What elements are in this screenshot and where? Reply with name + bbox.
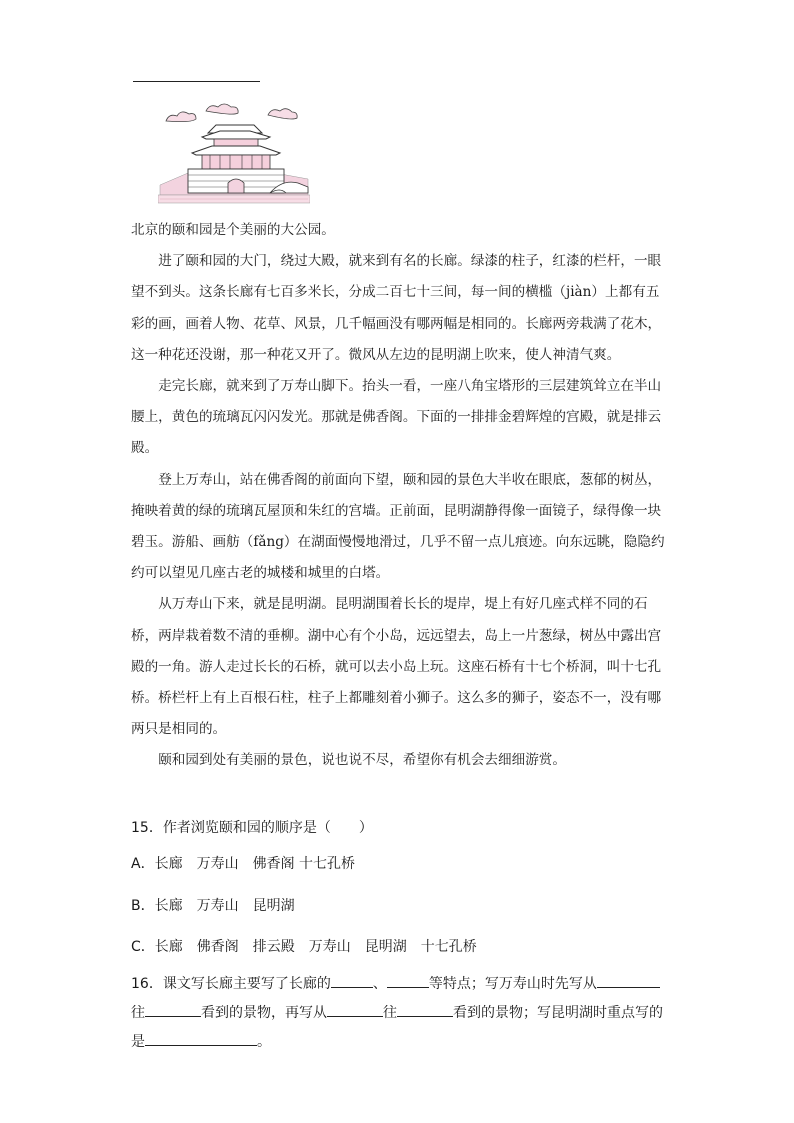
option-b[interactable] <box>131 895 295 915</box>
option-item: 佛香阁 <box>196 939 239 955</box>
option-item: 昆明湖 <box>364 939 407 955</box>
q16-text: 往 <box>383 1005 397 1021</box>
answer-blank[interactable] <box>331 973 373 988</box>
option-item: 长廊 <box>154 856 183 872</box>
option-item: 昆明湖 <box>252 898 295 914</box>
option-item: 长廊 <box>154 939 183 955</box>
passage-paragraph: 北京的颐和园是个美丽的大公园。 <box>131 222 335 238</box>
q16-text: 、 <box>372 976 387 992</box>
option-item: 长廊 <box>154 898 183 914</box>
option-item: 万寿山 <box>196 856 239 872</box>
passage-paragraph: 走完长廊，就来到了万寿山脚下。抬头一看，一座八角宝塔形的三层建筑耸立在半山腰上，黄色的琉璃瓦闪闪发光。那就是佛香阁。下面的一排排金碧辉煌的宫殿，就是排云殿。 <box>131 378 662 457</box>
q16-text: 。 <box>257 1034 271 1050</box>
passage-paragraph: 颐和园到处有美丽的景色，说也说不尽，希望你有机会去细细游赏。 <box>158 752 566 769</box>
question-15-stem: 15．作者浏览颐和园的顺序是（ ） <box>131 820 373 836</box>
question-16 <box>131 970 671 1057</box>
passage-paragraph: 进了颐和园的大门，绕过大殿，就来到有名的长廊。绿漆的柱子，红漆的栏杆，一眼望不到头。这条长廊有七百多米长，分成二百七十三间，每一间的横槛（jiàn）上都有五彩的画，画着人物、花草、风景，几千幅画没有哪两幅是相同的。长廊两旁栽满了花木，这一种花还没谢，那一种花又开了。微风从左边的昆明湖上吹来，使人神清气爽。 <box>131 253 662 363</box>
answer-blank[interactable] <box>397 1002 453 1017</box>
option-letter: A． <box>131 856 155 872</box>
passage-paragraph: 从万寿山下来，就是昆明湖。昆明湖围着长长的堤岸，堤上有好几座式样不同的石桥，两岸栽着数不清的垂柳。湖中心有个小岛，远远望去，岛上一片葱绿，树丛中露出宫殿的一角。游人走过长长的石桥，就可以去小岛上玩。这座石桥有十七个桥洞，叫十七孔桥。桥栏杆上有上百根石柱，柱子上都雕刻着小狮子。这么多的狮子，姿态不一，没有哪两只是相同的。 <box>131 596 662 738</box>
answer-blank[interactable] <box>327 1002 383 1017</box>
option-item: 万寿山 <box>196 898 239 914</box>
option-letter: C． <box>131 939 155 955</box>
q16-text: 看到的景物，再写从 <box>201 1005 327 1021</box>
answer-blank[interactable] <box>597 973 660 988</box>
option-item: 十七孔桥 <box>420 939 477 955</box>
option-letter: B． <box>131 898 155 914</box>
option-item: 十七孔桥 <box>299 856 356 872</box>
top-rule <box>133 81 260 82</box>
summer-palace-illustration <box>158 103 310 209</box>
reading-passage <box>131 222 667 777</box>
q16-text: 往 <box>131 1005 145 1021</box>
q16-text: 看到的景物；写昆明湖时重点写的是 <box>131 1005 663 1050</box>
answer-blank[interactable] <box>145 1031 257 1046</box>
answer-blank[interactable] <box>145 1002 201 1017</box>
option-item: 万寿山 <box>308 939 351 955</box>
answer-blank[interactable] <box>387 973 429 988</box>
option-item: 排云殿 <box>252 939 295 955</box>
q16-text: 16．课文写长廊主要写了长廊的 <box>131 976 331 992</box>
option-a[interactable] <box>131 853 355 873</box>
passage-paragraph: 登上万寿山，站在佛香阁的前面向下望，颐和园的景色大半收在眼底，葱郁的树丛，掩映着黄的绿的琉璃瓦屋顶和朱红的宫墙。正前面，昆明湖静得像一面镜子，绿得像一块碧玉。游船、画舫（fǎng）在湖面慢慢地滑过，几乎不留一点儿痕迹。向东远眺，隐隐约约可以望见几座古老的城楼和城里的白塔。 <box>131 471 665 582</box>
option-item: 佛香阁 <box>252 856 295 872</box>
option-c[interactable] <box>131 936 477 956</box>
q16-text: 等特点；写万寿山时先写从 <box>428 976 597 992</box>
